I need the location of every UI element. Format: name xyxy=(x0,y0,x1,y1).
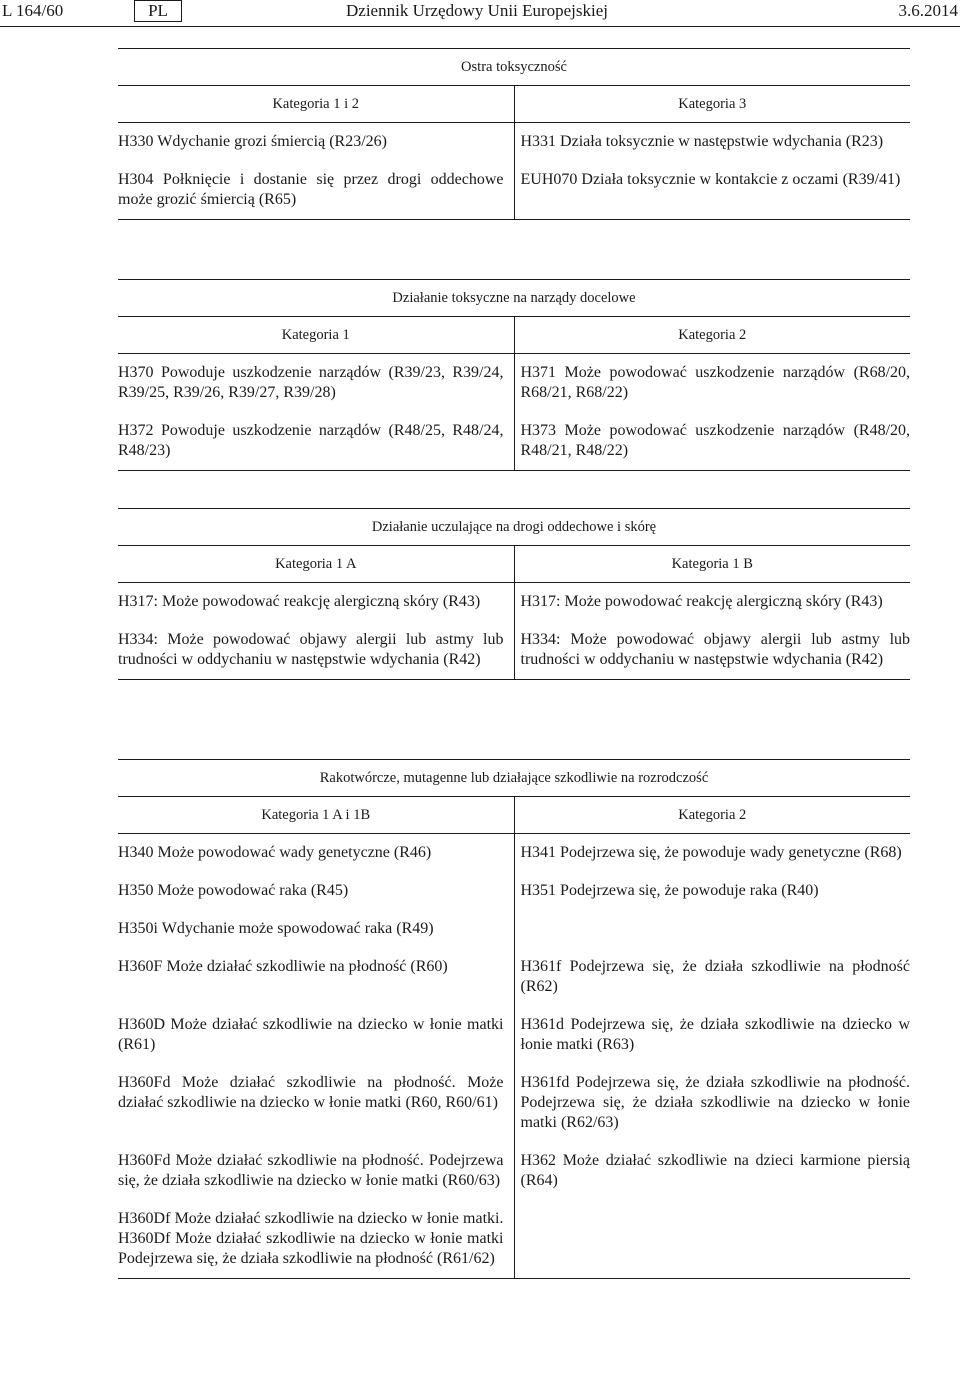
hazard-statement-right: H371 Może powodować uszkodzenie narządów (R68/20, R68/21, R68/22) xyxy=(520,364,911,401)
hazard-statement-right: H361d Podejrzewa się, że działa szkodliwie na dziecko w łonie matki (R63) xyxy=(520,1016,911,1053)
hazard-statement-left: H340 Może powodować wady genetyczne (R46) xyxy=(118,834,514,873)
hazard-statement-left: H360Fd Może działać szkodliwie na płodność. Może działać szkodliwie na dziecko w łonie matki (R60, R60/61) xyxy=(118,1064,514,1142)
hazard-statement-right: H361fd Podejrzewa się, że działa szkodliwie na płodność. Podejrzewa się, że działa szkodliwie na dziecko w łonie matki (R62/63) xyxy=(520,1074,911,1131)
category-left: Kategoria 1 A xyxy=(118,546,514,583)
hazard-statement-right: H351 Podejrzewa się, że powoduje raka (R40) xyxy=(520,882,819,899)
category-right: Kategoria 2 xyxy=(514,797,910,834)
hazard-statement-right xyxy=(514,910,910,948)
hazard-table-target-organ-toxicity xyxy=(118,279,910,471)
table-row xyxy=(118,412,910,471)
page-number: L 164/60 xyxy=(2,1,64,20)
table-row xyxy=(118,161,910,220)
table-row xyxy=(118,1200,910,1279)
hazard-statement-right: H334: Może powodować objawy alergii lub astmy lub trudności w oddychaniu w następstwie wdychania (R42) xyxy=(514,621,910,680)
hazard-statement-right xyxy=(514,1200,910,1279)
hazard-statement-left: H317: Może powodować reakcję alergiczną skóry (R43) xyxy=(118,583,514,622)
hazard-statement-right: H361f Podejrzewa się, że działa szkodliwie na płodność (R62) xyxy=(520,958,911,995)
page-header xyxy=(0,0,960,27)
language-code: PL xyxy=(134,0,182,22)
section-title: Działanie uczulające na drogi oddechowe i skórę xyxy=(118,509,910,546)
hazard-statement-left: H372 Powoduje uszkodzenie narządów (R48/25, R48/24, R48/23) xyxy=(118,412,514,471)
hazard-table-cmr xyxy=(118,759,910,1279)
hazard-statement-right: H362 Może działać szkodliwie na dzieci karmione piersią (R64) xyxy=(520,1152,911,1189)
table-row xyxy=(118,123,910,162)
hazard-statement-right: H373 Może powodować uszkodzenie narządów (R48/20, R48/21, R48/22) xyxy=(514,412,910,471)
hazard-statement-left: H360Fd Może działać szkodliwie na płodność. Podejrzewa się, że działa szkodliwie na dziecko w łonie matki (R60/63) xyxy=(118,1142,514,1200)
hazard-statement-left: H350i Wdychanie może spowodować raka (R49) xyxy=(118,920,434,937)
hazard-table-sensitisation xyxy=(118,508,910,680)
table-row xyxy=(118,872,910,910)
table-row xyxy=(118,1064,910,1142)
hazard-statement-left: H360F Może działać szkodliwie na płodność (R60) xyxy=(118,948,514,1006)
table-row xyxy=(118,1006,910,1064)
hazard-statement-left: H360D Może działać szkodliwie na dziecko w łonie matki (R61) xyxy=(118,1006,514,1064)
category-right: Kategoria 1 B xyxy=(514,546,910,583)
hazard-statement-right: H331 Działa toksycznie w następstwie wdychania (R23) xyxy=(520,133,884,150)
section-title: Rakotwórcze, mutagenne lub działające szkodliwie na rozrodczość xyxy=(118,760,910,797)
hazard-statement-left: H360Df Może działać szkodliwie na dziecko w łonie matki. H360Df Może działać szkodliwie na dziecko w łonie matki Podejrzewa się, że działa szkodliwie na płodność (R61/62) xyxy=(118,1200,514,1279)
category-right: Kategoria 3 xyxy=(514,86,910,123)
journal-title: Dziennik Urzędowy Unii Europejskiej xyxy=(346,1,609,20)
category-left: Kategoria 1 i 2 xyxy=(118,86,514,123)
hazard-statement-left: H330 Wdychanie grozi śmiercią (R23/26) xyxy=(118,123,514,162)
hazard-statement-right: H341 Podejrzewa się, że powoduje wady genetyczne (R68) xyxy=(520,844,902,861)
hazard-statement-left: H370 Powoduje uszkodzenie narządów (R39/23, R39/24, R39/25, R39/26, R39/27, R39/28) xyxy=(118,354,514,413)
section-title: Działanie toksyczne na narządy docelowe xyxy=(118,280,910,317)
table-row xyxy=(118,621,910,680)
hazard-statement-left: H304 Połknięcie i dostanie się przez drogi oddechowe może grozić śmiercią (R65) xyxy=(118,161,514,220)
hazard-statement-left: H350 Może powodować raka (R45) xyxy=(118,872,514,910)
table-row xyxy=(118,583,910,622)
table-row xyxy=(118,354,910,413)
publication-date: 3.6.2014 xyxy=(898,1,958,20)
table-row xyxy=(118,910,910,948)
category-left: Kategoria 1 xyxy=(118,317,514,354)
category-right: Kategoria 2 xyxy=(514,317,910,354)
hazard-table-acute-toxicity xyxy=(118,48,910,220)
hazard-statement-right: EUH070 Działa toksycznie w kontakcie z oczami (R39/41) xyxy=(514,161,910,220)
hazard-statement-left: H334: Może powodować objawy alergii lub astmy lub trudności w oddychaniu w następstwie wdychania (R42) xyxy=(118,621,514,680)
category-left: Kategoria 1 A i 1B xyxy=(118,797,514,834)
hazard-statement-right: H317: Może powodować reakcję alergiczną skóry (R43) xyxy=(520,593,883,610)
section-title: Ostra toksyczność xyxy=(118,49,910,86)
table-row xyxy=(118,1142,910,1200)
table-row xyxy=(118,948,910,1006)
table-row xyxy=(118,834,910,873)
